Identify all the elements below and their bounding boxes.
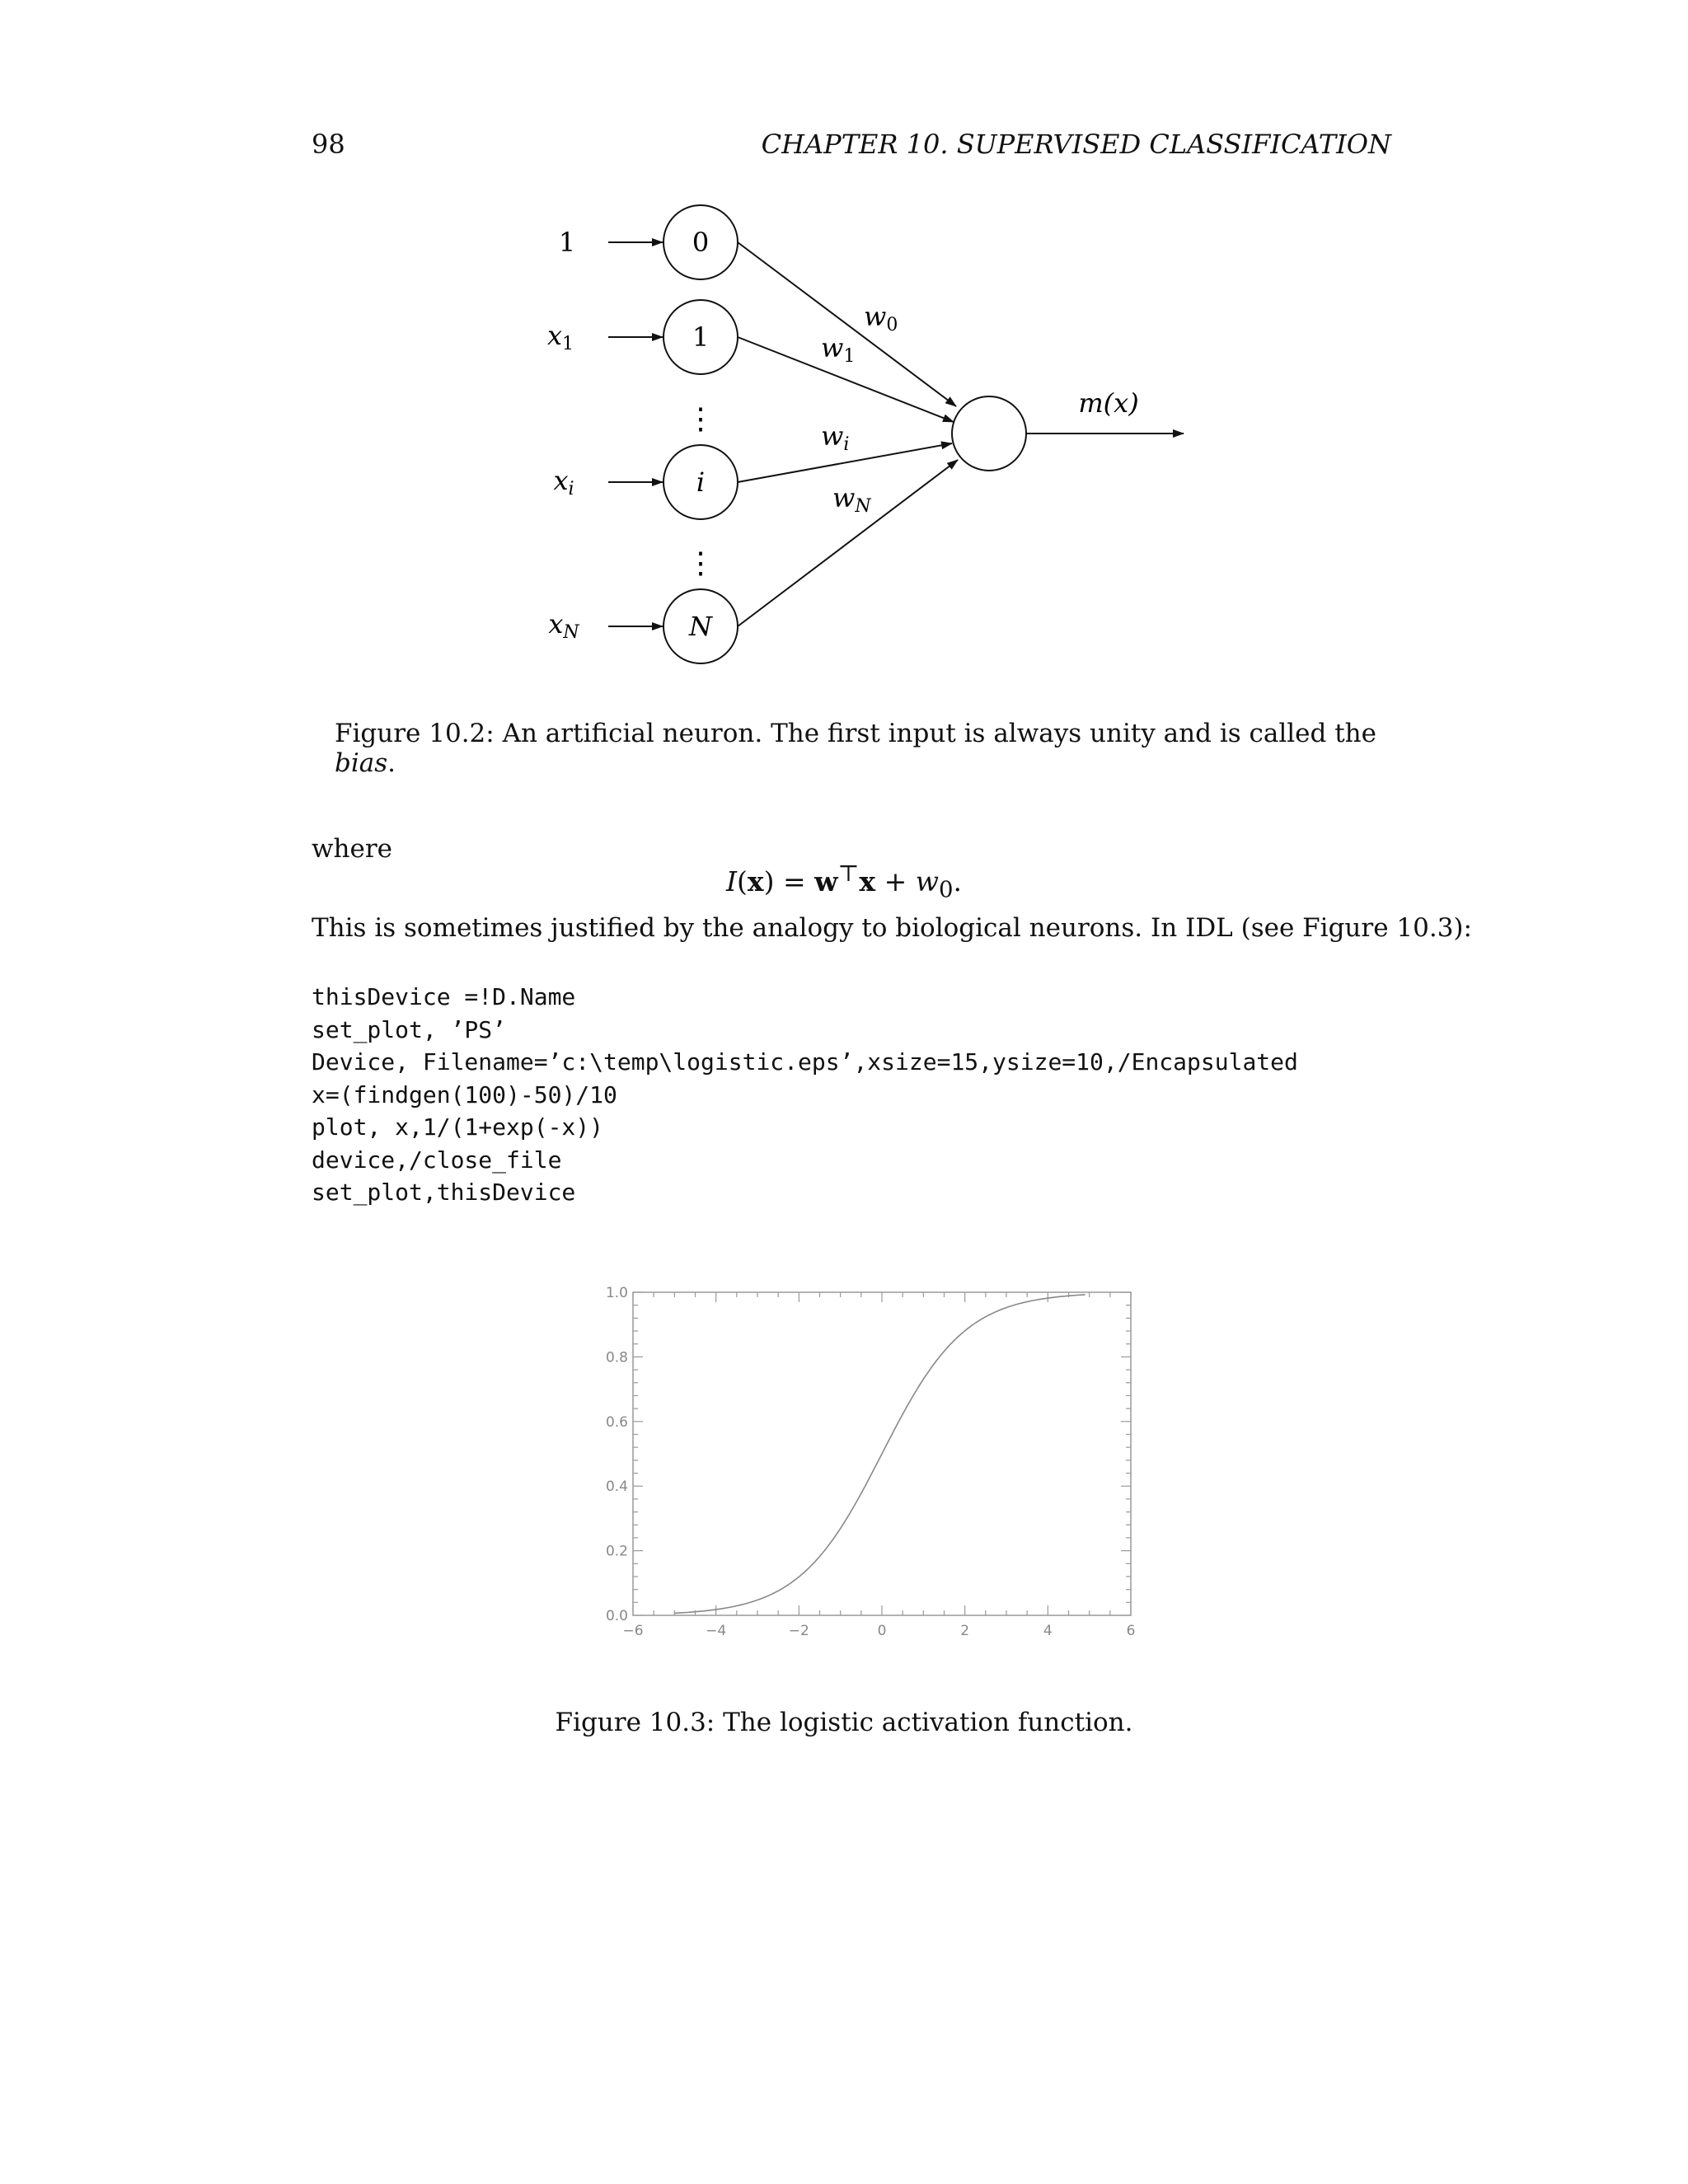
input-label-x1: x1 <box>546 320 574 354</box>
y-tick-label: 0.4 <box>605 1479 628 1496</box>
code-line: device,/close_file <box>312 1146 562 1174</box>
y-tick-label: 0.0 <box>605 1608 628 1624</box>
vdots-lower: ⋮ <box>686 546 715 580</box>
weight-edge-0 <box>738 242 956 406</box>
x-tick-label: 6 <box>1126 1623 1136 1639</box>
code-line: set_plot,thisDevice <box>312 1179 576 1206</box>
x-tick-label: 2 <box>960 1623 970 1639</box>
node-label-i: i <box>696 466 706 498</box>
chapter-title: CHAPTER 10. SUPERVISED CLASSIFICATION <box>761 129 1391 160</box>
logistic-plot <box>577 1269 1154 1665</box>
x-tick-label: 0 <box>877 1623 887 1639</box>
page-number: 98 <box>312 129 345 160</box>
code-line: Device, Filename=’c:\temp\logistic.eps’,xsize=15,ysize=10,/Encapsulated <box>312 1048 1298 1076</box>
weight-label-w1: w1 <box>821 332 856 367</box>
y-tick-label: 0.2 <box>605 1543 628 1560</box>
weight-label-w0: w0 <box>864 301 898 335</box>
weight-label-wN: wN <box>832 482 871 517</box>
where-text: where <box>312 834 393 864</box>
x-tick-label: 4 <box>1043 1623 1053 1639</box>
input-label-xN: xN <box>548 608 579 643</box>
input-label-xi: xi <box>553 465 574 499</box>
code-line: plot, x,1/(1+exp(-x)) <box>312 1113 604 1141</box>
figure-10-3-caption: Figure 10.3: The logistic activation function. <box>555 1708 1133 1737</box>
x-tick-label: −2 <box>788 1623 809 1639</box>
logistic-curve <box>674 1295 1085 1614</box>
code-line: x=(findgen(100)-50)/10 <box>312 1080 617 1108</box>
node-label-1: 1 <box>692 321 710 353</box>
x-tick-label: −4 <box>706 1623 727 1639</box>
weight-label-wi: wi <box>821 420 850 455</box>
equation: $I(x) = w^⊤x + w_0$. <box>726 860 962 903</box>
caption-emphasis: bias <box>335 748 388 778</box>
code-line: thisDevice =!D.Name <box>312 983 576 1010</box>
output-neuron <box>952 396 1026 471</box>
node-label-0: 0 <box>692 227 710 258</box>
y-tick-label: 0.6 <box>605 1413 628 1431</box>
x-tick-label: −6 <box>622 1623 644 1639</box>
vdots-upper: ⋮ <box>686 402 715 436</box>
figure-10-2-caption: Figure 10.2: An artificial neuron. The first input is always unity and is called the bias. <box>335 719 1376 778</box>
idl-code-block <box>312 981 1298 1209</box>
y-tick-label: 0.8 <box>605 1349 628 1366</box>
node-label-N: N <box>689 611 712 642</box>
neuron-diagram <box>0 181 1688 709</box>
input-label-bias: 1 <box>558 227 576 258</box>
code-line: set_plot, ’PS’ <box>312 1015 507 1043</box>
body-paragraph: This is sometimes justified by the analogy to biological neurons. In IDL (see Figure 10.3): <box>312 913 1472 943</box>
output-label: m(x) <box>1078 387 1139 419</box>
y-tick-label: 1.0 <box>605 1285 628 1301</box>
